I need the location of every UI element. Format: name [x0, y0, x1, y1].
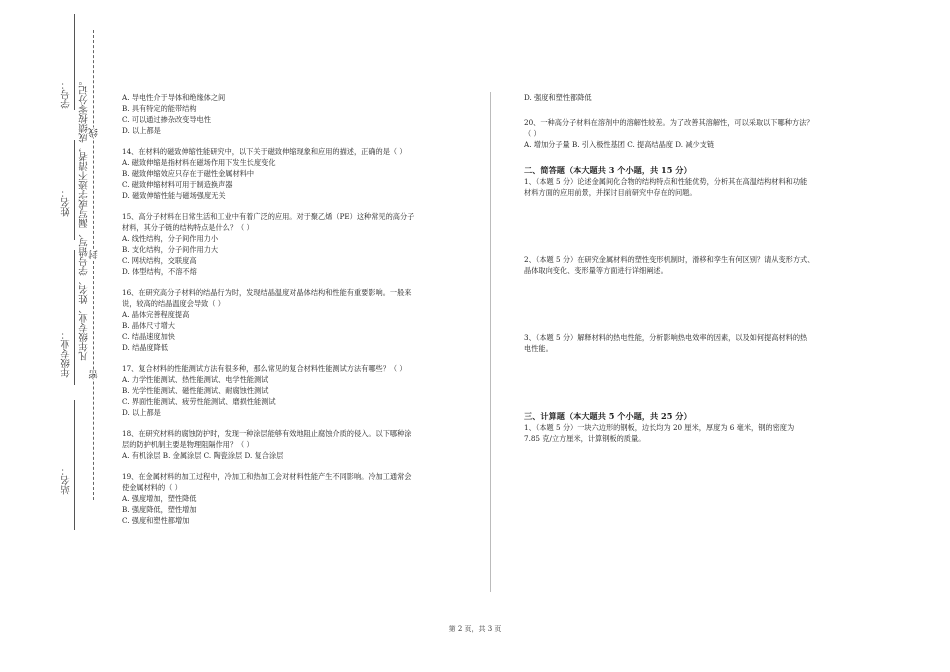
- option: B. 强度降低，塑性增加: [122, 505, 197, 514]
- question-stem: 3、（本题 5 分）解释材料的热电性能，分析影响热电效率的因素，以及如何提高材料的热: [524, 333, 808, 342]
- option: C. 可以通过掺杂改变导电性: [122, 115, 211, 124]
- section-title-short-answer: 二、简答题（本大题共 3 个小题，共 15 分）: [524, 165, 692, 175]
- option: A. 线性结构，分子间作用力小: [122, 234, 219, 243]
- option: C. 磁致伸缩材料可用于制造换声器: [122, 180, 233, 189]
- question-stem: 材料，其分子链的结构特点是什么？（ ）: [122, 223, 254, 232]
- option: A. 磁致伸缩是指材料在磁场作用下发生长度变化: [122, 158, 276, 167]
- option: A. 有机涂层 B. 金属涂层 C. 陶瓷涂层 D. 复合涂层: [122, 451, 284, 460]
- option: B. 具有特定的能带结构: [122, 104, 197, 113]
- option: A. 力学性能测试、热性能测试、电学性能测试: [122, 375, 269, 384]
- option: C. 网状结构，交联度高: [122, 256, 197, 265]
- question-stem: 18、在研究材料的腐蚀防护时，发现一种涂层能够有效地阻止腐蚀介质的侵入。以下哪种涂: [122, 429, 412, 438]
- option: D. 体型结构，不溶不熔: [122, 267, 197, 276]
- section-title-calculation: 三、计算题（本大题共 5 个小题，共 25 分）: [524, 411, 692, 421]
- option: D. 以上都是: [122, 408, 161, 417]
- seal-mark-secret: 密: [89, 370, 100, 380]
- question-20: [524, 117, 864, 150]
- question-stem: 7.85 克/立方厘米，计算钢板的质量。: [524, 434, 646, 443]
- question-stem: 使金属材料的（ ）: [122, 483, 182, 492]
- question-stem: （ ）: [524, 129, 541, 138]
- question-stem: 晶体取向变化、变形量等方面进行详细阐述。: [524, 266, 668, 275]
- student-id-blank: [74, 14, 75, 110]
- option: D. 强度和塑性都降低: [524, 93, 592, 102]
- page-number: 第 2 页，共 3 页: [448, 625, 502, 633]
- question-17: [122, 363, 462, 418]
- question-stem: 19、在金属材料的加工过程中，冷加工和热加工会对材料性能产生不同影响。冷加工通常会: [122, 472, 412, 481]
- question-13-continued: [122, 92, 462, 136]
- school-label: 站名：: [61, 466, 72, 495]
- option: D. 结晶度降低: [122, 343, 169, 352]
- calculation-1: [524, 422, 864, 444]
- seal-mark-seal: 封: [89, 250, 100, 260]
- question-15: [122, 211, 462, 277]
- question-stem: 1、（本题 5 分）论述金属间化合物的结构特点和性能优势，分析其在高温结构材料和功能: [524, 177, 808, 186]
- option: B. 光学性能测试、磁性能测试、耐腐蚀性测试: [122, 386, 269, 395]
- option: C. 结晶速度加快: [122, 332, 175, 341]
- question-stem: 材料方面的应用前景，并探讨目前研究中存在的问题。: [524, 188, 697, 197]
- question-14: [122, 146, 462, 201]
- short-answer-2: [524, 254, 864, 276]
- column-divider: [490, 92, 491, 592]
- option: B. 晶体尺寸增大: [122, 321, 175, 330]
- question-stem: 层的防护机制主要是物理阻隔作用？（ ）: [122, 440, 254, 449]
- question-stem: 2、（本题 5 分）在研究金属材料的塑性变形机制时，滑移和孪生有何区别？请从变形方式、: [524, 255, 815, 264]
- exam-warning: 凡年级专业、姓名、学号错写、漏写或字迹不清者，成绩按零分记。: [79, 76, 90, 361]
- question-19-continued: [524, 92, 864, 103]
- left-column: [122, 92, 462, 536]
- option: D. 以上都是: [122, 126, 161, 135]
- seal-mark-line: 线: [89, 128, 100, 138]
- option: C. 强度和塑性都增加: [122, 516, 190, 525]
- binding-margin: [0, 0, 110, 672]
- question-stem: 14、在材料的磁致伸缩性能研究中，以下关于磁致伸缩现象和应用的描述，正确的是（ ）: [122, 147, 407, 156]
- question-18: [122, 428, 462, 461]
- question-stem: 1、（本题 5 分）一块六边形的钢板，边长均为 20 厘米，厚度为 6 毫米，钢的密度为: [524, 423, 795, 432]
- question-16: [122, 287, 462, 353]
- name-blank: [74, 140, 75, 240]
- grade-major-label: 年级专业：: [61, 330, 72, 378]
- question-stem: 电性能。: [524, 344, 553, 353]
- option: C. 界面性能测试、疲劳性能测试、磨损性能测试: [122, 397, 276, 406]
- question-stem: 15、高分子材料在日常生活和工业中有着广泛的应用。对于聚乙烯（PE）这种常见的高分子: [122, 212, 415, 221]
- school-blank: [74, 400, 75, 530]
- short-answer-3: [524, 332, 864, 354]
- option: D. 磁致伸缩性能与磁场强度无关: [122, 191, 226, 200]
- right-column: [524, 92, 864, 454]
- option: A. 晶体完善程度提高: [122, 310, 190, 319]
- option: A. 导电性介于导体和绝缘体之间: [122, 93, 226, 102]
- student-id-label: 学号：: [61, 80, 72, 109]
- name-label: 姓名：: [61, 188, 72, 217]
- question-stem: 说，较高的结晶温度会导致（ ）: [122, 299, 225, 308]
- question-stem: 20、一种高分子材料在溶剂中的溶解性较差。为了改善其溶解性，可以采取以下哪种方法？: [524, 118, 814, 127]
- question-stem: 16、在研究高分子材料的结晶行为时，发现结晶温度对晶体结构和性能有重要影响。一般来: [122, 288, 412, 297]
- option: B. 磁致伸缩效应只存在于磁性金属材料中: [122, 169, 255, 178]
- question-stem: 17、复合材料的性能测试方法有很多种，那么常见的复合材料性能测试方法有哪些？（ ）: [122, 364, 407, 373]
- option: A. 强度增加，塑性降低: [122, 494, 197, 503]
- option: B. 支化结构，分子间作用力大: [122, 245, 219, 254]
- cut-line: [93, 30, 94, 500]
- grade-major-blank: [74, 250, 75, 385]
- option: A. 增加分子量 B. 引入极性基团 C. 提高结晶度 D. 减少支链: [524, 140, 715, 149]
- question-19: [122, 471, 462, 526]
- short-answer-1: [524, 176, 864, 198]
